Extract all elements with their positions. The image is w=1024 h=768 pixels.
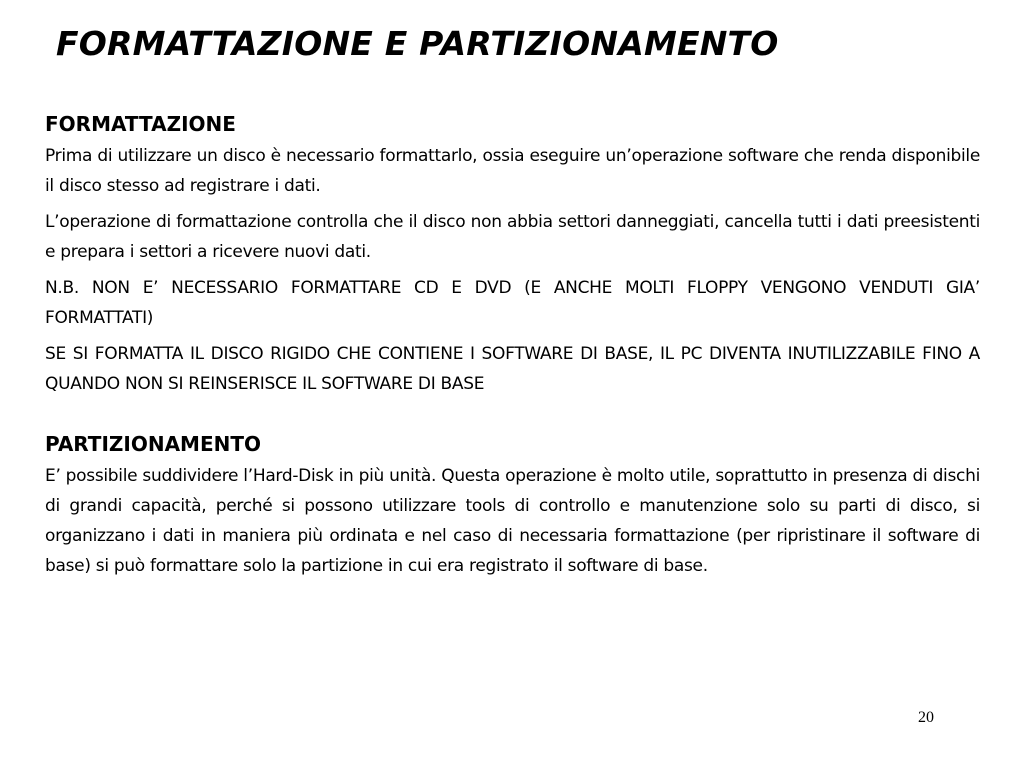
slide-title: FORMATTAZIONE E PARTIZIONAMENTO (56, 24, 779, 63)
section-formattazione (45, 107, 980, 399)
paragraph-partizionamento-description: E’ possibile suddividere l’Hard-Disk in più unità. Questa operazione è molto utile, soprattutto in presenza di dischi di grandi capacità, perché si possono utilizzare tools di controllo e manutenzione solo su parti di disco, si organizzano i dati in maniera più ordinata e nel caso di necessaria formattazione (per ripristinare il software di base) si può formattare solo la partizione in cui era registrato il software di base. (45, 466, 980, 576)
page-number: 20 (918, 709, 934, 726)
paragraph-formattazione-operation: L’operazione di formattazione controlla che il disco non abbia settori danneggiati, cancella tutti i dati preesistenti e prepara i settori a ricevere nuovi dati. (45, 212, 980, 262)
section-partizionamento (45, 427, 980, 581)
paragraph-formattazione-warning: SE SI FORMATTA IL DISCO RIGIDO CHE CONTIENE I SOFTWARE DI BASE, IL PC DIVENTA INUTILIZZABILE FINO A QUANDO NON SI REINSERISCE IL SOFTWARE DI BASE (45, 344, 980, 394)
section-heading-partizionamento: PARTIZIONAMENTO (45, 432, 261, 456)
slide-content (45, 107, 980, 587)
section-heading-formattazione: FORMATTAZIONE (45, 112, 236, 136)
paragraph-formattazione-note: N.B. NON E’ NECESSARIO FORMATTARE CD E DVD (E ANCHE MOLTI FLOPPY VENGONO VENDUTI GIA’ FORMATTATI) (45, 278, 980, 328)
paragraph-formattazione-definition: Prima di utilizzare un disco è necessario formattarlo, ossia eseguire un’operazione software che renda disponibile il disco stesso ad registrare i dati. (45, 146, 980, 196)
